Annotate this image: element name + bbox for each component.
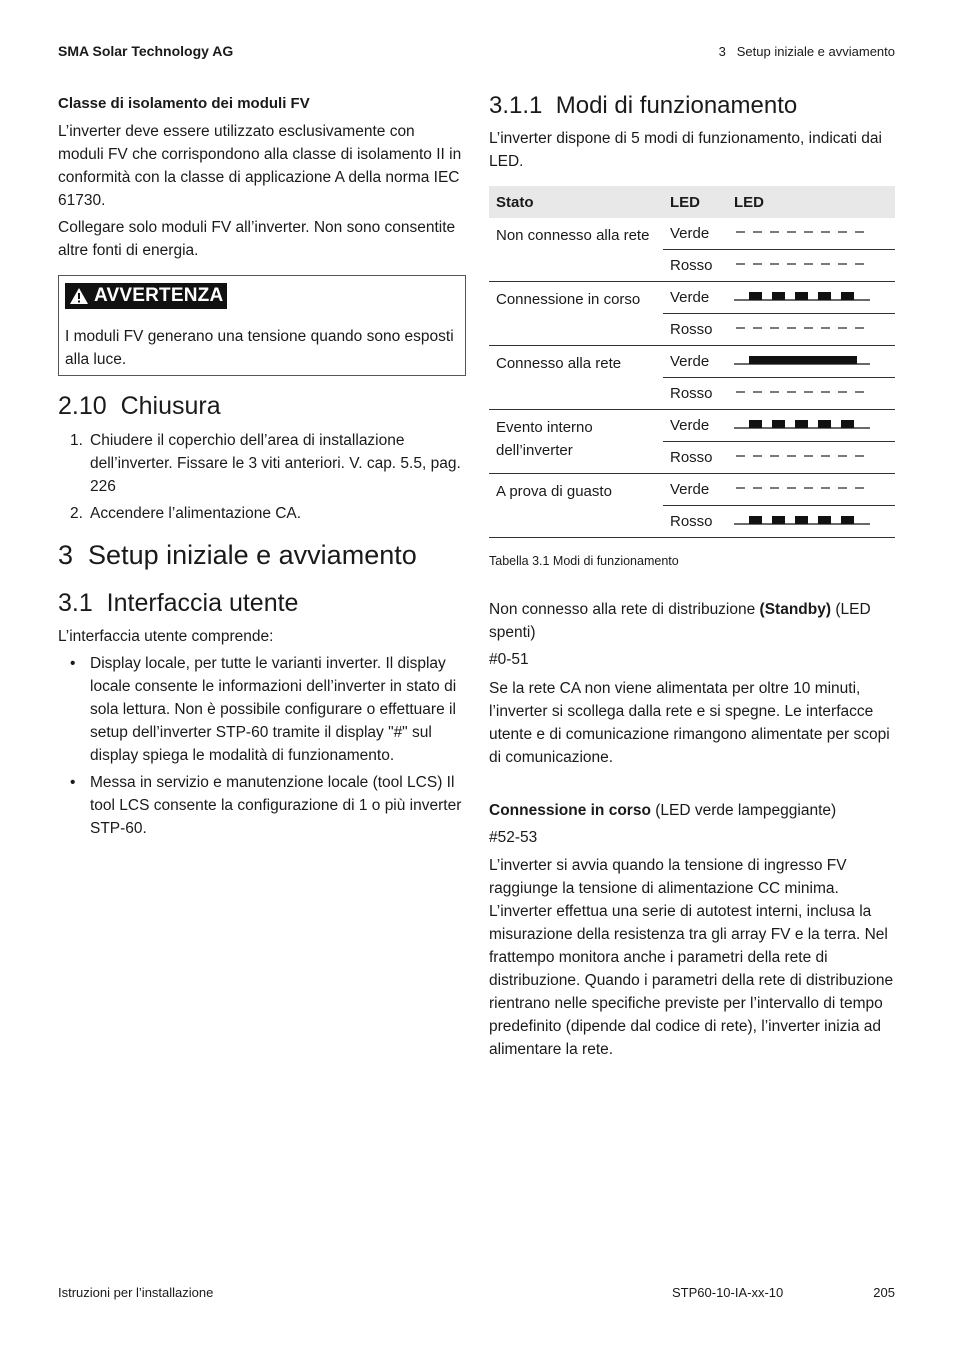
table-header-row bbox=[489, 186, 895, 218]
step-number: 2. bbox=[70, 505, 83, 522]
table-row bbox=[489, 474, 895, 506]
table-header-cell: Stato bbox=[489, 186, 663, 218]
table-cell-stato: A prova di guasto bbox=[489, 474, 663, 538]
table-cell-stato: Evento interno dell’inverter bbox=[489, 410, 663, 474]
section-2-10-heading bbox=[58, 392, 464, 421]
standby-bold: (Standby) bbox=[759, 601, 832, 618]
header-company: SMA Solar Technology AG bbox=[58, 43, 234, 59]
table-cell-led-pattern bbox=[727, 250, 895, 282]
connecting-heading bbox=[489, 799, 895, 822]
standby-lead: Non connesso alla rete di distribuzione bbox=[489, 601, 760, 618]
table-header-cell: LED bbox=[727, 186, 895, 218]
insulation-para-1: L’inverter deve essere utilizzato esclusivamente con moduli FV che corrispondono alla classe di isolamento II in conformità con la classe di applicazione A della norma IEC 61730. bbox=[58, 123, 462, 209]
bullet-item bbox=[58, 652, 464, 767]
warning-triangle-icon bbox=[69, 287, 89, 305]
table-cell-led-pattern bbox=[727, 282, 895, 314]
table-cell-stato: Connesso alla rete bbox=[489, 346, 663, 410]
led-off-pattern-icon bbox=[734, 257, 874, 271]
led-off-pattern-icon bbox=[734, 385, 874, 399]
table-cell-led-color: Rosso bbox=[663, 442, 727, 474]
step-text: Chiudere il coperchio dell’area di installazione dell’inverter. Fissare le 3 viti anteriori. V. cap. 5.5, pag. 226 bbox=[90, 432, 461, 495]
warning-label bbox=[65, 283, 227, 309]
modes-intro: L’inverter dispone di 5 modi di funzionamento, indicati dai LED. bbox=[489, 130, 882, 170]
table-caption: Tabella 3.1 Modi di funzionamento bbox=[489, 554, 679, 568]
table-row bbox=[489, 346, 895, 378]
table-cell-led-color: Verde bbox=[663, 282, 727, 314]
led-off-pattern-icon bbox=[734, 225, 874, 239]
table-cell-led-pattern bbox=[727, 378, 895, 410]
standby-tail: (LED spenti) bbox=[489, 601, 871, 641]
chapter-3-heading bbox=[58, 540, 464, 571]
warning-box bbox=[58, 275, 466, 376]
section-title: Modi di funzionamento bbox=[555, 92, 798, 119]
operating-modes-table bbox=[489, 186, 895, 538]
step-item bbox=[58, 502, 464, 525]
connecting-tail: (LED verde lampeggiante) bbox=[650, 802, 837, 819]
standby-heading bbox=[489, 598, 895, 644]
closing-steps-list bbox=[58, 429, 464, 525]
bullet-dot: • bbox=[70, 655, 76, 672]
led-off-pattern-icon bbox=[734, 481, 874, 495]
section-3-1-1-heading bbox=[489, 92, 895, 120]
led-off-pattern-icon bbox=[734, 321, 874, 335]
led-on-pattern-icon bbox=[734, 353, 874, 367]
section-title: Chiusura bbox=[120, 392, 221, 420]
table-cell-led-color: Rosso bbox=[663, 378, 727, 410]
connecting-code: #52-53 bbox=[489, 829, 538, 846]
section-number: 2.10 bbox=[58, 392, 107, 420]
bullet-dot: • bbox=[70, 774, 76, 791]
bullet-text: Display locale, per tutte le varianti inverter. Il display locale consente le informazioni dell’inverter in stato di sola lettura. Non è possibile configurare o effettuare il setup dell’inverter STP-60 tramite il display "#" sul display spiega le modalità di funzionamento. bbox=[90, 655, 457, 764]
standby-text: Se la rete CA non viene alimentata per oltre 10 minuti, l’inverter si scollega dalla rete e si spegne. Le interfacce utente e di comunicazione rimangono alimentate per scopi di comunicazione. bbox=[489, 680, 890, 766]
footer-page-number: 205 bbox=[873, 1285, 895, 1300]
chapter-title: Setup iniziale e avviamento bbox=[88, 540, 417, 570]
bullet-text: Messa in servizio e manutenzione locale (tool LCS) Il tool LCS consente la configurazione di 1 o più inverter STP-60. bbox=[90, 774, 462, 837]
table-cell-led-color: Rosso bbox=[663, 314, 727, 346]
ui-bullet-list bbox=[58, 652, 464, 840]
table-row bbox=[489, 218, 895, 250]
led-blink-pattern-icon bbox=[734, 289, 874, 303]
table-cell-led-color: Rosso bbox=[663, 250, 727, 282]
step-text: Accendere l’alimentazione CA. bbox=[90, 505, 302, 522]
bullet-item bbox=[58, 771, 464, 840]
section-number: 3.1 bbox=[58, 589, 93, 617]
connecting-bold: Connessione in corso bbox=[489, 802, 651, 819]
table-cell-led-pattern bbox=[727, 410, 895, 442]
standby-code: #0-51 bbox=[489, 651, 529, 668]
table-row bbox=[489, 410, 895, 442]
table-cell-led-pattern bbox=[727, 314, 895, 346]
table-cell-led-color: Verde bbox=[663, 474, 727, 506]
led-off-pattern-icon bbox=[734, 449, 874, 463]
table-header-cell: LED bbox=[663, 186, 727, 218]
led-blink-pattern-icon bbox=[734, 417, 874, 431]
section-3-1-heading bbox=[58, 589, 464, 618]
footer-doc-id: STP60-10-IA-xx-10 bbox=[672, 1285, 784, 1300]
warning-label-text: AVVERTENZA bbox=[94, 285, 224, 306]
table-cell-led-pattern bbox=[727, 474, 895, 506]
table-cell-stato: Connessione in corso bbox=[489, 282, 663, 346]
warning-text: I moduli FV generano una tensione quando sono esposti alla luce. bbox=[65, 328, 454, 368]
ui-intro: L’interfaccia utente comprende: bbox=[58, 628, 274, 645]
led-blink-pattern-icon bbox=[734, 513, 874, 527]
table-row bbox=[489, 282, 895, 314]
table-cell-led-color: Verde bbox=[663, 346, 727, 378]
step-number: 1. bbox=[70, 432, 83, 449]
footer-left: Istruzioni per l’installazione bbox=[58, 1285, 214, 1300]
step-item bbox=[58, 429, 464, 498]
table-cell-led-color: Verde bbox=[663, 410, 727, 442]
connecting-text: L’inverter si avvia quando la tensione di ingresso FV raggiunge la tensione di alimentazione CC minima. L’inverter effettua una serie di autotest interni, inclusa la misurazione della resistenza tra gli array FV e la terra. Nel frattempo monitora anche i parametri della rete di distribuzione. Quando i parametri della rete di distribuzione rientrano nelle specifiche previste per l’intervallo di tempo predefinito (dipende dal codice di rete), l’inverter inizia ad alimentare la rete. bbox=[489, 857, 894, 1058]
section-number: 3.1.1 bbox=[489, 92, 543, 119]
table-cell-led-pattern bbox=[727, 442, 895, 474]
section-title: Interfaccia utente bbox=[106, 589, 299, 617]
chapter-number: 3 bbox=[58, 540, 74, 570]
header-chapter-ref: 3 Setup iniziale e avviamento bbox=[718, 44, 895, 59]
insulation-para-2: Collegare solo moduli FV all’inverter. Non sono consentite altre fonti di energia. bbox=[58, 219, 456, 259]
table-cell-led-pattern bbox=[727, 346, 895, 378]
table-cell-led-pattern bbox=[727, 506, 895, 538]
insulation-heading: Classe di isolamento dei moduli FV bbox=[58, 95, 310, 112]
table-cell-led-color: Verde bbox=[663, 218, 727, 250]
table-cell-stato: Non connesso alla rete bbox=[489, 218, 663, 282]
table-cell-led-pattern bbox=[727, 218, 895, 250]
table-cell-led-color: Rosso bbox=[663, 506, 727, 538]
